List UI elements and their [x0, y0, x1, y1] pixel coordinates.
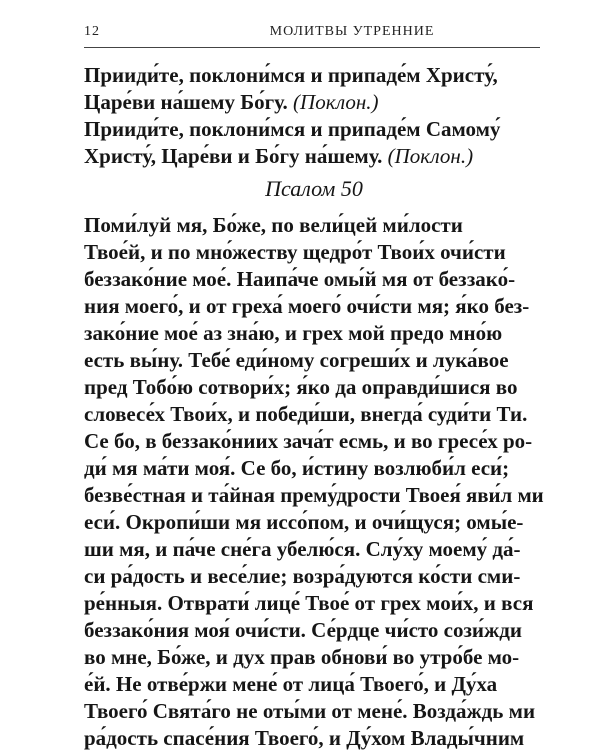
psalm-line: ре́нныя. Отврати́ лице́ Твое́ от грех мои́х, и вся — [84, 591, 534, 615]
psalm-line: си ра́дость и весе́лие; возра́дуются ко́сти сми- — [84, 564, 521, 588]
psalm-line: Се бо, в беззако́ниих зача́т есмь, и во гресе́х ро- — [84, 429, 533, 453]
psalm-line: беззако́ния моя́ очи́сти. Се́рдце чи́сто сози́жди — [84, 618, 522, 642]
intro-verses — [84, 62, 544, 170]
running-head — [84, 24, 540, 46]
psalm-line: ра́дость спасе́ния Твоего́, и Ду́хом Влады́чним — [84, 726, 525, 750]
psalm-line: пред Тобо́ю сотвори́х; я́ко да оправди́шися во — [84, 375, 518, 399]
psalm-line: есть вы́ну. Тебе́ еди́ному согреши́х и лука́вое — [84, 348, 509, 372]
intro-line: Прииди́те, поклони́мся и припаде́м Самому́ — [84, 117, 501, 141]
psalm-line: во мне, Бо́же, и дух прав обнови́ во утро́бе мо- — [84, 645, 520, 669]
page-number: 12 — [84, 24, 100, 39]
psalm-line: зако́ние мое́ аз зна́ю, и грех мой предо мно́ю — [84, 321, 503, 345]
intro-line — [84, 89, 544, 116]
header-rule — [84, 47, 540, 48]
psalm-line: ди́ мя ма́ти моя́. Се бо, и́стину возлюби́л еси́; — [84, 456, 510, 480]
psalm-line: Твое́й, и по мно́жеству щедро́т Твои́х очи́сти — [84, 240, 506, 264]
psalm-line: е́й. Не отве́ржи мене́ от лица́ Твоего́, и Ду́ха — [84, 672, 498, 696]
bow-direction: (Поклон.) — [387, 144, 474, 168]
psalm-line: ши мя, и па́че сне́га убелю́ся. Слу́ху моему́ да́- — [84, 537, 521, 561]
psalm-text — [84, 212, 544, 752]
intro-line: Прииди́те, поклони́мся и припаде́м Христу́, — [84, 63, 498, 87]
running-title: МОЛИТВЫ УТРЕННИЕ — [269, 24, 435, 39]
psalm-title: Псалом 50 — [265, 176, 363, 201]
psalm-line: Поми́луй мя, Бо́же, по вели́цей ми́лости — [84, 213, 463, 237]
psalm-line: безве́стная и та́йная прему́дрости Твоея́ яви́л ми — [84, 483, 544, 507]
psalm-line: словесе́х Твои́х, и победи́ши, внегда́ суди́ти Ти. — [84, 402, 528, 426]
psalm-line: Твоего́ Свята́го не оты́ми от мене́. Возда́ждь ми — [84, 699, 536, 723]
intro-text: Христу́, Царе́ви и Бо́гу на́шему. — [84, 144, 383, 168]
psalm-line: ния моего́, и от греха́ моего́ очи́сти мя; я́ко без- — [84, 294, 530, 318]
bow-direction: (Поклон.) — [293, 90, 379, 114]
psalm-line: еси́. Окропи́ши мя иссо́пом, и очи́щуся; омы́е- — [84, 510, 524, 534]
psalm-line: беззако́ние мое́. Наипа́че омы́й мя от беззако́- — [84, 267, 516, 291]
intro-line — [84, 143, 544, 170]
intro-text: Царе́ви на́шему Бо́гу. — [84, 90, 288, 114]
